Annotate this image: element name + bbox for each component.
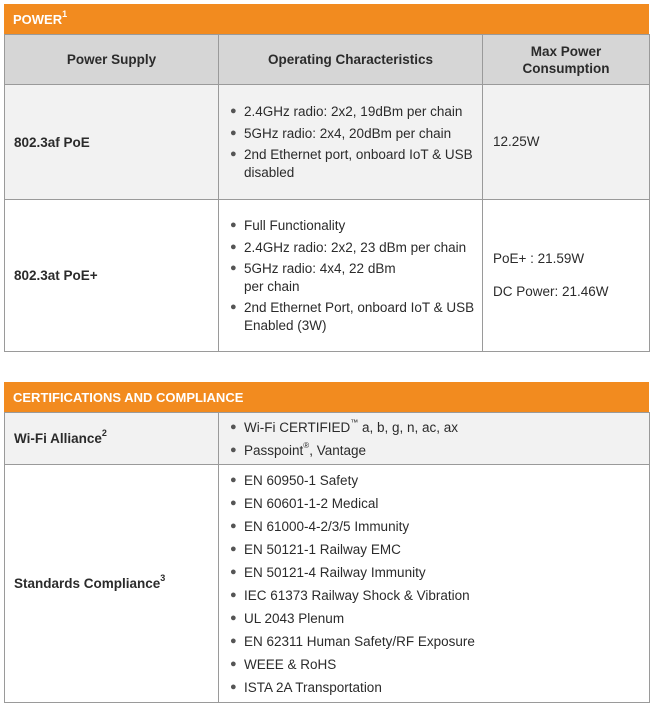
bullet-icon: ● bbox=[230, 262, 237, 274]
standards-compliance-label: Standards Compliance$^3$ bbox=[5, 465, 219, 703]
power-title: POWER bbox=[13, 12, 63, 27]
list-item: ● IEC 61373 Railway Shock & Vibration bbox=[220, 584, 648, 607]
power-section bbox=[4, 4, 649, 352]
wifi-alliance-cell bbox=[219, 413, 650, 465]
list-item: ● EN 50121-1 Railway EMC bbox=[220, 538, 648, 561]
bullet-icon: ● bbox=[230, 496, 237, 509]
power-section-header bbox=[4, 4, 649, 34]
consumption-value-poe-plus: PoE+ : 21.59W bbox=[493, 251, 585, 266]
header-power-supply: Power Supply bbox=[5, 35, 219, 85]
power-table bbox=[4, 34, 650, 352]
bullet-icon: ● bbox=[230, 105, 237, 117]
bullet-icon: ● bbox=[230, 301, 237, 313]
bullet-icon: ● bbox=[230, 240, 237, 253]
standards-compliance-cell bbox=[219, 465, 650, 703]
list-item: ● Passpoint®, Vantage bbox=[220, 439, 648, 462]
bullet-icon: ● bbox=[230, 519, 237, 532]
list-item: ● EN 62311 Human Safety/RF Exposure bbox=[220, 630, 648, 653]
bullet-icon: ● bbox=[230, 634, 237, 647]
list-item: ● Wi-Fi CERTIFIED™ a, b, g, n, ac, ax bbox=[220, 416, 648, 439]
trademark-mark: ™ bbox=[350, 418, 359, 427]
list-item: ● 5GHz radio: 4x4, 22 dBm per chain bbox=[230, 261, 396, 294]
list-item: ● EN 60950-1 Safety bbox=[220, 469, 648, 492]
table-row bbox=[5, 465, 650, 703]
certifications-section bbox=[4, 382, 649, 703]
consumption-cell bbox=[483, 200, 650, 352]
bullet-icon: ● bbox=[230, 565, 237, 578]
table-row bbox=[5, 85, 650, 200]
wifi-alliance-label: Wi-Fi Alliance$^2$ bbox=[5, 413, 219, 465]
bullet-icon: ● bbox=[230, 473, 237, 486]
consumption-cell bbox=[483, 85, 650, 200]
list-item: ● UL 2043 Plenum bbox=[220, 607, 648, 630]
table-row bbox=[5, 413, 650, 465]
list-item: ● 2.4GHz radio: 2x2, 23 dBm per chain bbox=[230, 239, 467, 255]
bullet-icon: ● bbox=[230, 219, 237, 231]
bullet-icon: ● bbox=[230, 657, 237, 670]
list-item: ● ISTA 2A Transportation bbox=[220, 676, 648, 699]
bullet-icon: ● bbox=[230, 443, 237, 456]
list-item: ● EN 50121-4 Railway Immunity bbox=[220, 561, 648, 584]
list-item: ● EN 60601-1-2 Medical bbox=[220, 492, 648, 515]
header-operating-characteristics: Operating Characteristics bbox=[219, 35, 483, 85]
table-row bbox=[5, 200, 650, 352]
power-title-footnote: 1 bbox=[62, 8, 68, 19]
registered-mark: ® bbox=[303, 441, 310, 450]
certifications-section-header: CERTIFICATIONS AND COMPLIANCE bbox=[4, 382, 649, 412]
list-item: ● WEEE & RoHS bbox=[220, 653, 648, 676]
list-item: ● 5GHz radio: 2x4, 20dBm per chain bbox=[230, 125, 452, 141]
list-item: ● 2nd Ethernet Port, onboard IoT & USB Enabled (3W) bbox=[230, 300, 475, 333]
bullet-icon: ● bbox=[230, 588, 237, 601]
wifi-alliance-footnote: 2 bbox=[101, 427, 107, 438]
list-item: ● 2.4GHz radio: 2x2, 19dBm per chain bbox=[230, 104, 463, 119]
bullet-icon: ● bbox=[230, 148, 237, 160]
list-item: ● Full Functionality bbox=[230, 218, 346, 233]
consumption-value-dc: DC Power: 21.46W bbox=[493, 284, 609, 299]
list-item: ● EN 61000-4-2/3/5 Immunity bbox=[220, 515, 648, 538]
power-supply-cell: 802.3af PoE bbox=[5, 85, 219, 200]
bullet-icon: ● bbox=[230, 680, 237, 693]
certifications-table bbox=[4, 412, 650, 703]
power-header-row bbox=[5, 35, 650, 85]
header-max-power-consumption: Max Power Consumption bbox=[483, 35, 650, 85]
bullet-icon: ● bbox=[230, 420, 237, 433]
standards-compliance-footnote: 3 bbox=[160, 572, 166, 583]
characteristics-cell bbox=[219, 85, 483, 200]
bullet-icon: ● bbox=[230, 126, 237, 139]
bullet-icon: ● bbox=[230, 542, 237, 555]
consumption-value: 12.25W bbox=[493, 134, 540, 149]
characteristics-cell bbox=[219, 200, 483, 352]
bullet-icon: ● bbox=[230, 611, 237, 624]
list-item: ● 2nd Ethernet port, onboard IoT & USB disabled bbox=[230, 147, 473, 180]
power-supply-cell: 802.3at PoE+ bbox=[5, 200, 219, 352]
